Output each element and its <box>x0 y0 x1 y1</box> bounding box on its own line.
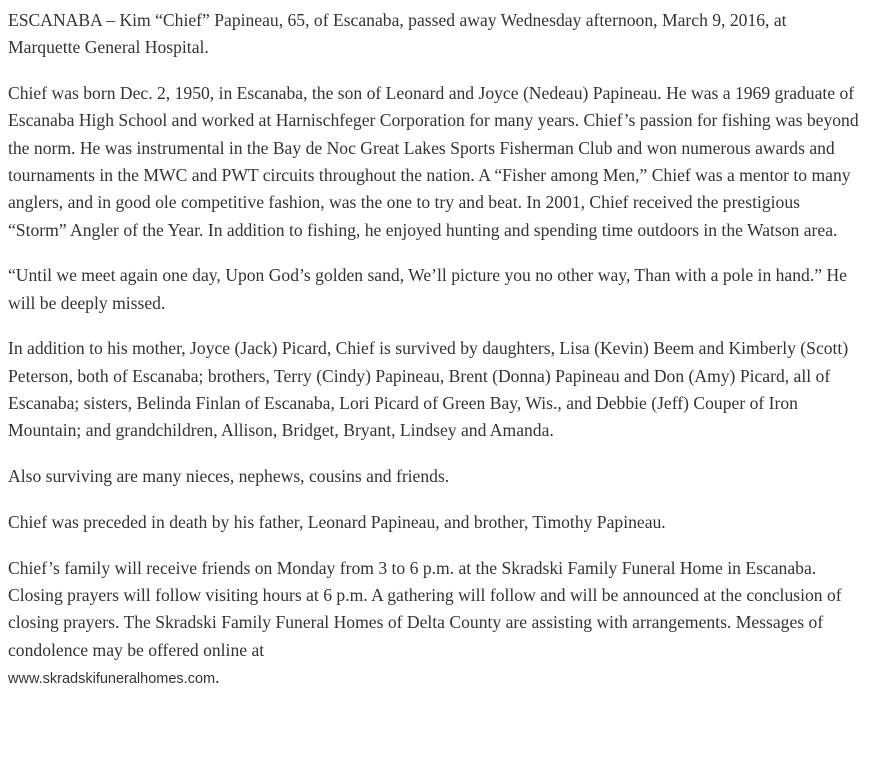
paragraph-biography: Chief was born Dec. 2, 1950, in Escanaba, the son of Leonard and Joyce (Nedeau) Papineau. He was a 1969 graduate of Escanaba High School and worked at Harnischfeger Corporation for many years. Chief’s passion for fishing was beyond the norm. He was instrumental in the Bay de Noc Great Lakes Sports Fisherman Club and won numerous awards and tournaments in the MWC and PWT circuits throughout the nation. A “Fisher among Men,” Chief was a mentor to many anglers, and in good ole competitive fashion, was the one to try and beat. In 2001, Chief received the prestigious “Storm” Angler of the Year. In addition to fishing, he enjoyed hunting and spending time outdoors in the Watson area. <box>8 83 859 240</box>
paragraph-poem: “Until we meet again one day, Upon God’s golden sand, We’ll picture you no other way, Than with a pole in hand.” He will be deeply missed. <box>8 265 847 313</box>
funeral-home-link[interactable]: www.skradskifuneralhomes.com <box>8 670 216 687</box>
condolence-url-line <box>8 664 862 693</box>
paragraph-death-notice: ESCANABA – Kim “Chief” Papineau, 65, of Escanaba, passed away Wednesday afternoon, March 9, 2016, at Marquette General Hospital. <box>8 10 787 58</box>
paragraph-preceded-in-death: Chief was preceded in death by his father, Leonard Papineau, and brother, Timothy Papineau. <box>8 511 666 532</box>
paragraph-arrangements: Chief’s family will receive friends on Monday from 3 to 6 p.m. at the Skradski Family Funeral Home in Escanaba. Closing prayers will follow visiting hours at 6 p.m. A gathering will follow and will be announced at the conclusion of closing prayers. The Skradski Family Funeral Homes of Delta County are assisting with arrangements. Messages of condolence may be offered online at <box>8 557 842 660</box>
paragraph-extended-family: Also surviving are many nieces, nephews, cousins and friends. <box>8 466 450 487</box>
paragraph-survivors: In addition to his mother, Joyce (Jack) Picard, Chief is survived by daughters, Lisa (Kevin) Beem and Kimberly (Scott) Peterson, both of Escanaba; brothers, Terry (Cindy) Papineau, Brent (Donna) Papineau and Don (Amy) Picard, all of Escanaba; sisters, Belinda Finlan of Escanaba, Lori Picard of Green Bay, Wis., and Debbie (Jeff) Couper of Iron Mountain; and grandchildren, Allison, Bridget, Bryant, Lindsey and Amanda. <box>8 338 849 441</box>
url-period: . <box>215 666 220 687</box>
